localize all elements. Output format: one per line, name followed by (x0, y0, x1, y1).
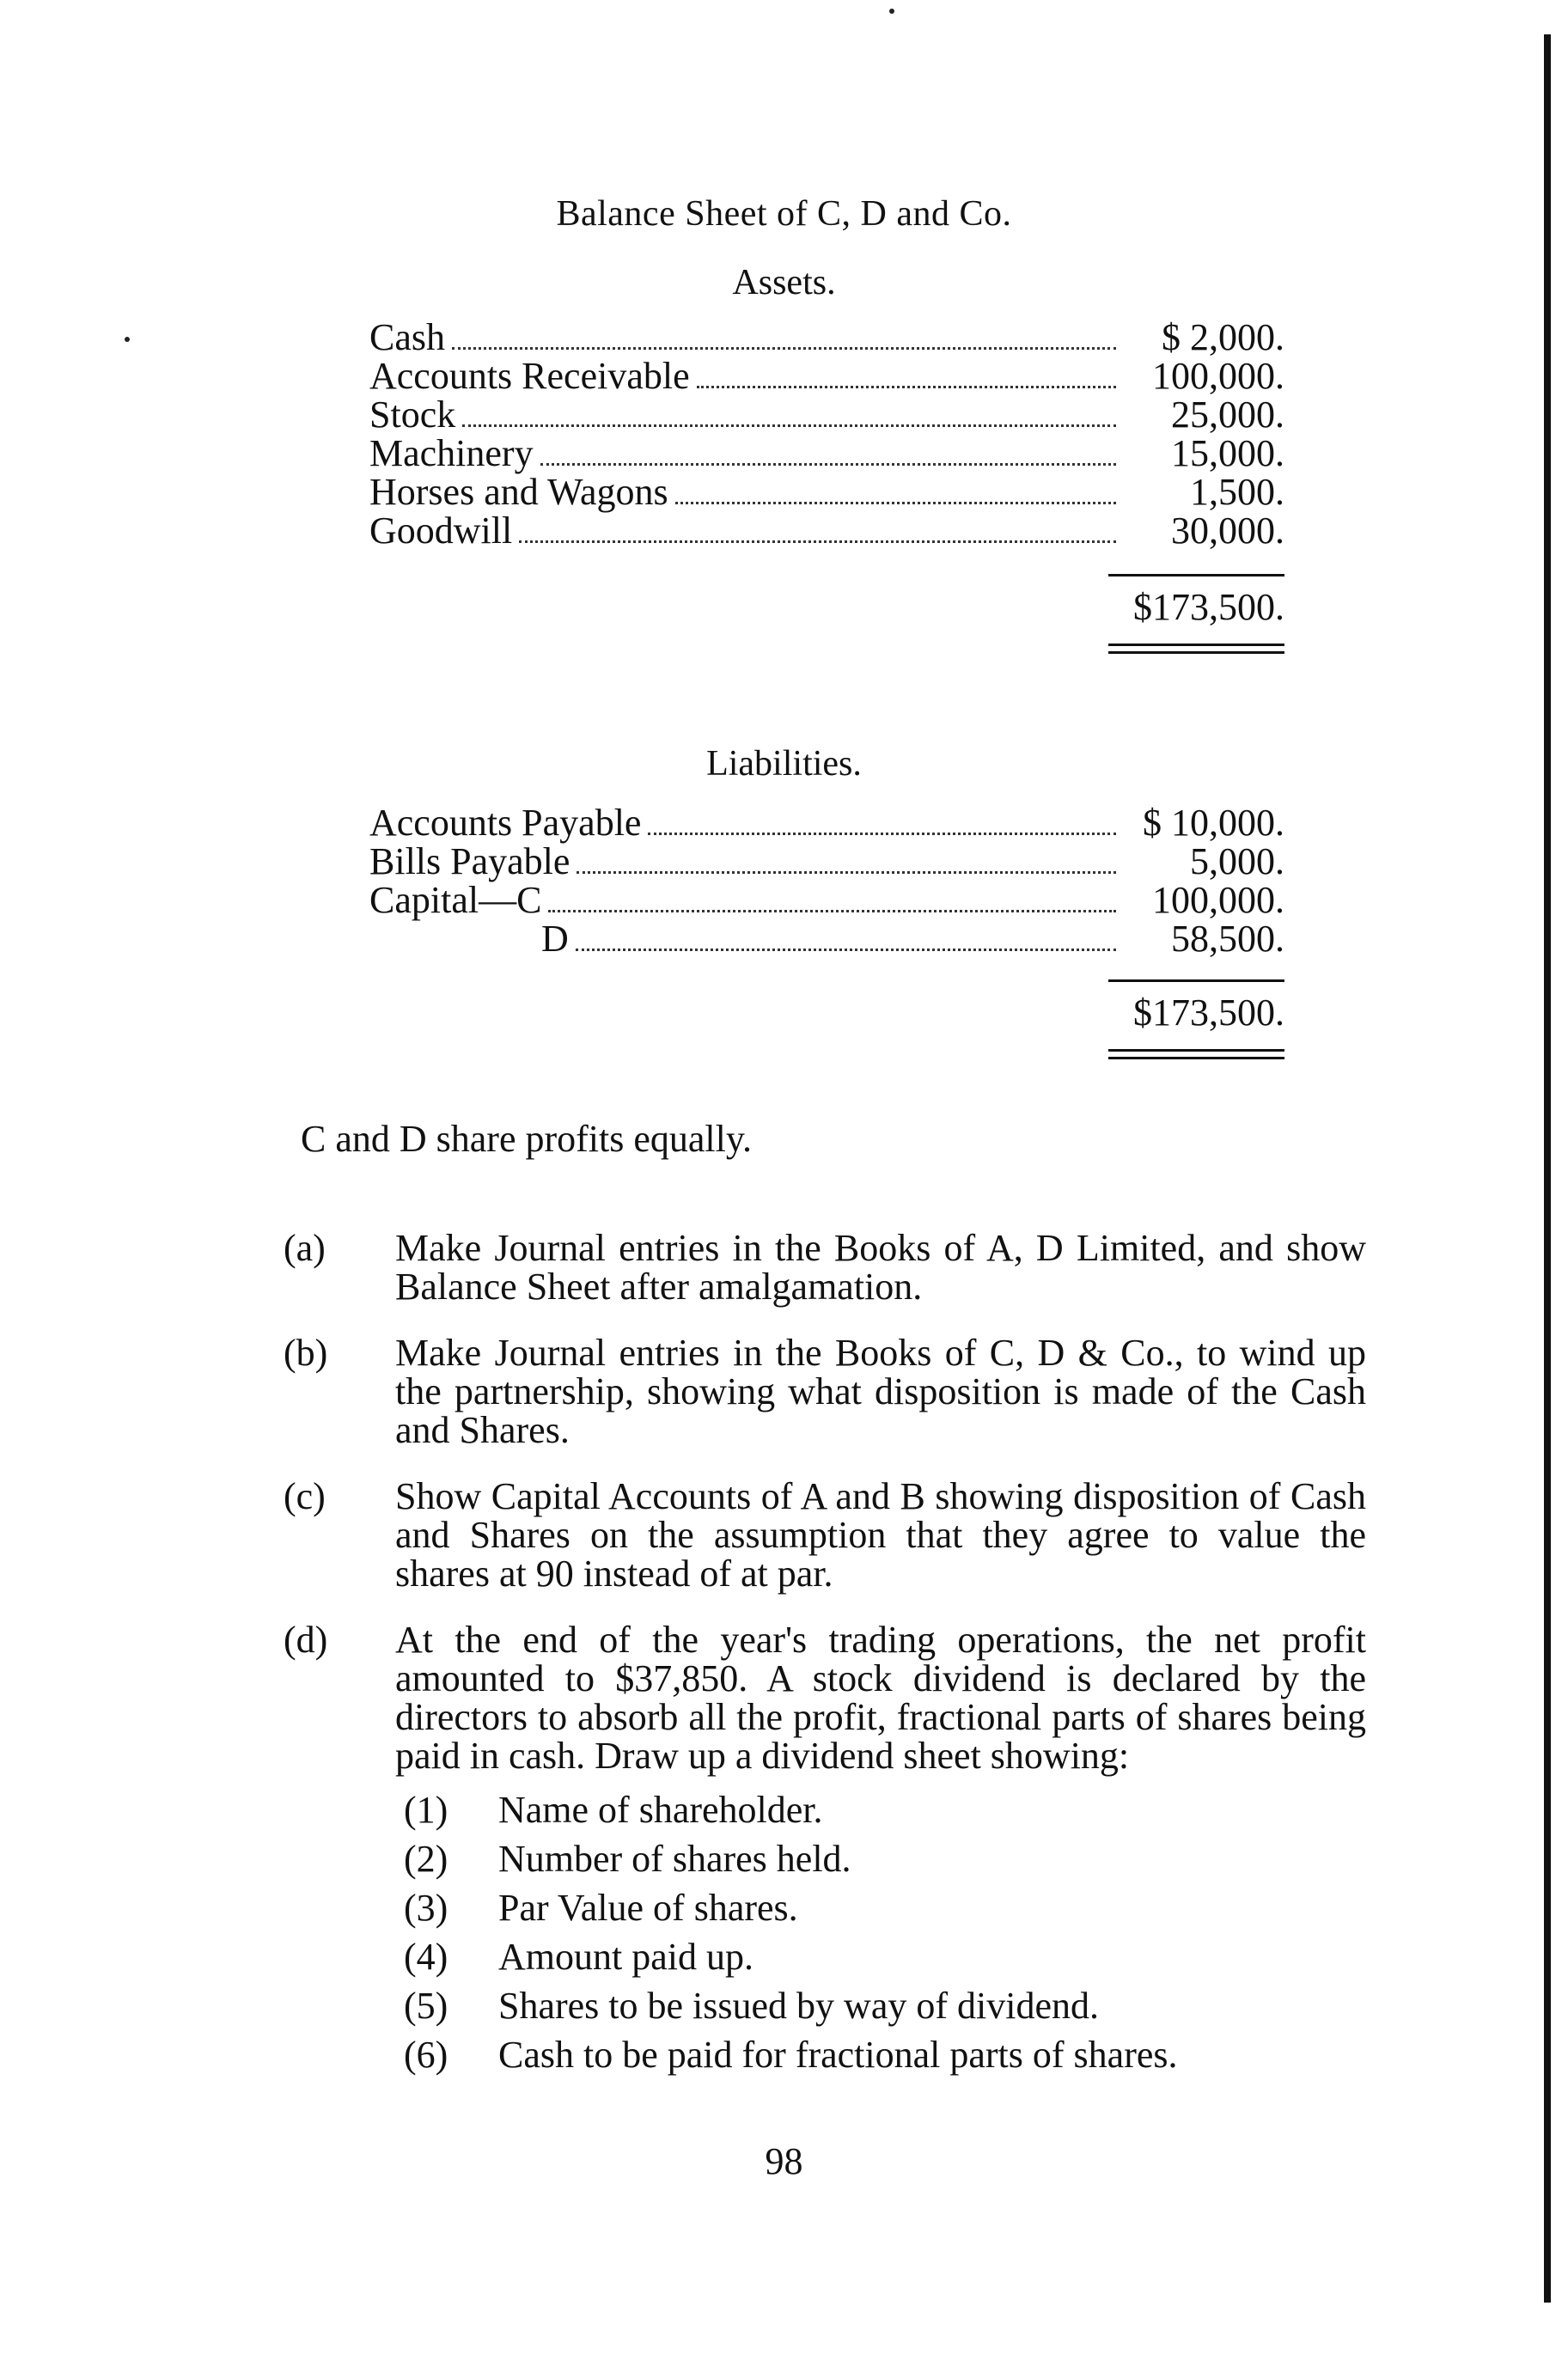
asset-label: Stock (369, 393, 456, 436)
dot-leader (462, 424, 1116, 427)
liability-amount: 100,000. (1152, 879, 1284, 921)
liability-label: Accounts Payable (369, 802, 642, 844)
liability-row (369, 919, 1284, 958)
dot-leader (540, 463, 1116, 466)
asset-amount: 1,500. (1190, 471, 1284, 513)
dot-leader (576, 949, 1116, 951)
dot-leader (452, 347, 1116, 350)
question-text: Make Journal entries in the Books of A, D Limited, and show Balance Sheet after amalgamation. (395, 1227, 1366, 1308)
liabilities-heading: Liabilities. (706, 744, 862, 784)
print-speck (125, 337, 130, 342)
liability-label: Bills Payable (369, 840, 570, 882)
liability-row (369, 881, 1284, 919)
subitem-text: Shares to be issued by way of dividend. (498, 1985, 1099, 2027)
question-item (284, 1620, 1366, 1775)
dot-leader (577, 871, 1116, 874)
asset-row (369, 357, 1284, 395)
profit-sharing-note: C and D share profits equally. (301, 1118, 753, 1160)
assets-table (369, 318, 1284, 550)
print-speck (889, 9, 894, 14)
asset-amount: 30,000. (1171, 509, 1284, 552)
subitem (404, 1839, 1366, 1878)
liability-row (369, 842, 1284, 881)
double-rule (1108, 1049, 1284, 1059)
subitem-text: Amount paid up. (498, 1936, 753, 1978)
liability-row (369, 803, 1284, 842)
question-label: (a) (284, 1227, 326, 1269)
asset-row (369, 473, 1284, 511)
liability-label: D (541, 918, 569, 960)
asset-label: Accounts Receivable (369, 355, 690, 397)
subitem-label: (6) (404, 2034, 448, 2076)
liability-amount: 58,500. (1171, 918, 1284, 960)
asset-label: Horses and Wagons (369, 471, 668, 513)
question-item (284, 1477, 1366, 1593)
liabilities-total-block (1108, 979, 1284, 1059)
question-label: (c) (284, 1475, 326, 1517)
subitem (404, 1888, 1366, 1927)
dot-leader (548, 910, 1116, 912)
liabilities-total: $173,500. (1133, 991, 1284, 1034)
question-text: Make Journal entries in the Books of C, D & Co., to wind up the partnership, showing what disposition is made of the Cash and Shares. (395, 1332, 1366, 1451)
asset-row (369, 434, 1284, 473)
subitem-label: (2) (404, 1838, 448, 1880)
assets-heading: Assets. (732, 263, 836, 302)
subitem-label: (1) (404, 1789, 448, 1831)
subitem (404, 1986, 1366, 2025)
asset-row (369, 511, 1284, 550)
subitem-text: Number of shares held. (498, 1838, 851, 1880)
liability-label: Capital—C (369, 879, 542, 921)
asset-label: Cash (369, 316, 445, 358)
dot-leader (675, 502, 1116, 504)
asset-amount: $ 2,000. (1162, 316, 1284, 358)
page-number: 98 (765, 2140, 803, 2182)
asset-label: Machinery (369, 432, 534, 474)
subitem-text: Cash to be paid for fractional parts of shares. (498, 2034, 1178, 2076)
subitem-label: (3) (404, 1887, 448, 1929)
subitem-label: (4) (404, 1936, 448, 1978)
subitem (404, 1791, 1366, 1829)
assets-total-block (1108, 574, 1284, 654)
dot-leader (697, 386, 1116, 388)
asset-amount: 15,000. (1171, 432, 1284, 474)
subitem-text: Name of shareholder. (498, 1789, 823, 1831)
double-rule (1108, 644, 1284, 654)
liability-amount: 5,000. (1190, 840, 1284, 882)
asset-amount: 25,000. (1171, 393, 1284, 436)
question-label: (b) (284, 1332, 328, 1374)
assets-total: $173,500. (1133, 586, 1284, 628)
question-text: Show Capital Accounts of A and B showing disposition of Cash and Shares on the assumption that they agree to value the shares at 90 instead of at par. (395, 1475, 1366, 1595)
dot-leader (519, 540, 1116, 543)
question-text: At the end of the year's trading operations, the net profit amounted to $37,850. A stock dividend is declared by the directors to absorb all the profit, fractional parts of shares being paid in cash. Draw up a dividend sheet showing: (395, 1619, 1366, 1777)
question-item (284, 1229, 1366, 1306)
asset-row (369, 395, 1284, 434)
subitem-label: (5) (404, 1985, 448, 2027)
dot-leader (648, 833, 1116, 835)
liabilities-table (369, 803, 1284, 958)
page-title: Balance Sheet of C, D and Co. (556, 194, 1012, 234)
subitem (404, 1937, 1366, 1976)
questions-list (284, 1229, 1366, 2084)
question-label: (d) (284, 1619, 328, 1661)
subitem (404, 2035, 1366, 2074)
asset-row (369, 318, 1284, 357)
asset-label: Goodwill (369, 509, 513, 552)
question-item (284, 1333, 1366, 1449)
page-edge-bar (1544, 34, 1551, 2303)
liability-amount: $ 10,000. (1143, 802, 1284, 844)
asset-amount: 100,000. (1152, 355, 1284, 397)
subitem-text: Par Value of shares. (498, 1887, 798, 1929)
